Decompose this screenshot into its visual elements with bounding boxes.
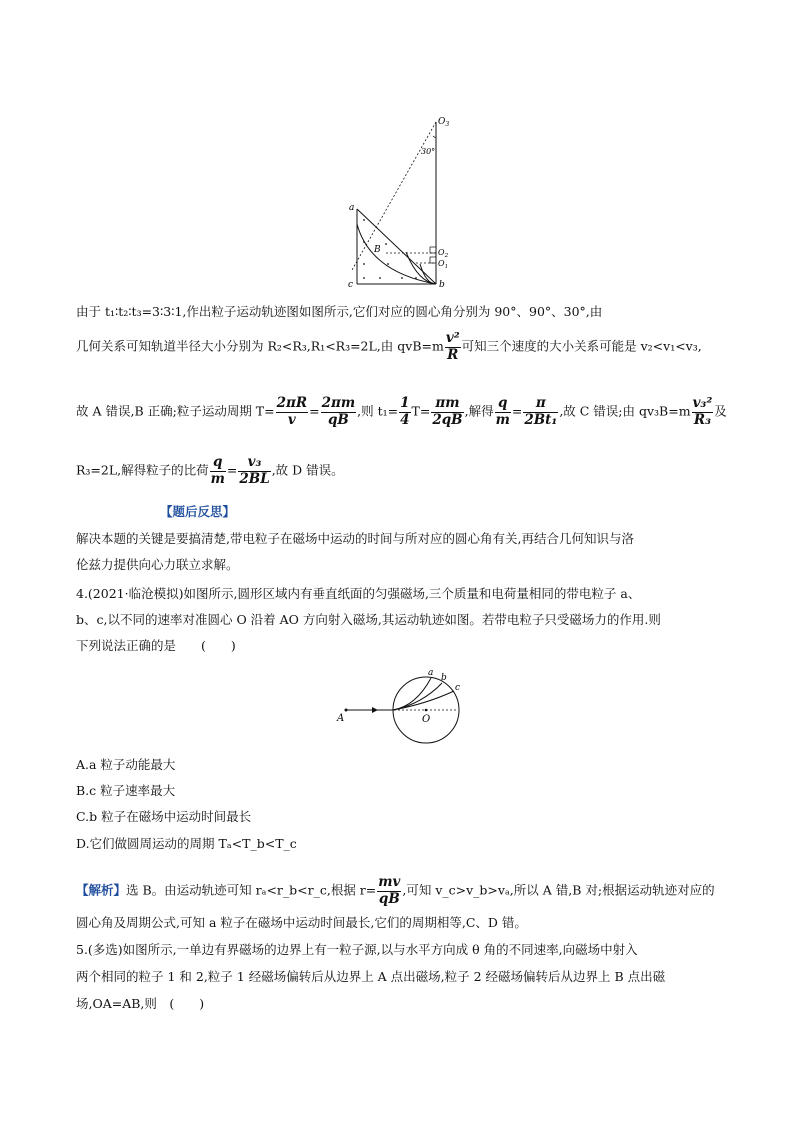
label-o3: O	[438, 117, 446, 127]
q5-line2: 两个相同的粒子 1 和 2,粒子 1 经磁场偏转后从边界上 A 点出磁场,粒子 2 经磁场偏转后从边界上 B 点出磁	[76, 969, 666, 984]
solution3-line3: 故 A 错误,B 正确;粒子运动周期 T= $\frac{2\pi R}{v}$ = $\frac{2\pi m}{qB}$ ,则 t₁= $\frac{1}{4}$ T= $\frac{\pi m}{2qB}$ ,解得 $\frac{q}{m}$ = $\frac{\pi}{\text{2Bt₁}}$ ,故 C 错误;由 qv₃B=m $\frac{\text{v₃²}}{\text{R₃}}$ 及	[76, 395, 727, 428]
fraction-v2-over-r: $\frac{\text{v²}}{R}$	[445, 330, 460, 363]
q4-line1: 4.(2021·临沧模拟)如图所示,圆形区域内有垂直纸面的匀强磁场,三个质量和电荷量相同的带电粒子 a、	[76, 586, 641, 601]
label-angle: 30°	[421, 147, 436, 156]
svg-text:O3	[438, 117, 449, 128]
q5-line3: 场,OA=AB,则 ( )	[76, 996, 205, 1011]
svg-text:O2	[438, 248, 449, 259]
q4-option-b: B.c 粒子速率最大	[76, 783, 176, 798]
q4-option-a: A.a 粒子动能最大	[76, 757, 176, 772]
fraction-mv-over-qB: $\frac{mv}{qB}$	[378, 874, 401, 907]
label-o3-sub: 3	[445, 121, 450, 128]
solution4-heading: 【解析】	[76, 882, 127, 898]
q4-line3: 下列说法正确的是 ( )	[76, 638, 236, 653]
solution3-line4: R₃=2L,解得粒子的比荷 $\frac{q}{m}$ = $\frac{\text{v₃}}{2BL}$ ,故 D 错误。	[76, 454, 344, 487]
fraction-q-over-m-2: $\frac{q}{m}$	[210, 454, 225, 487]
fraction-1-over-4: $\frac{1}{4}$	[400, 395, 410, 428]
hypotenuse	[357, 209, 436, 284]
svg-text:O1	[438, 259, 448, 270]
solution3-line1: 由于 t₁∶t₂∶t₃=3∶3∶1,作出粒子运动轨迹图如图所示,它们对应的圆心角分别为 90°、90°、30°,由	[76, 304, 603, 319]
point-a-dot	[345, 709, 348, 712]
solution4-line2: 圆心角及周期公式,可知 a 粒子在磁场中运动时间最长,它们的周期相等,C、D 错。	[76, 915, 527, 930]
label-A: A	[337, 713, 345, 724]
q4-line2: b、c,以不同的速率对准圆心 O 沿着 AO 方向射入磁场,其运动轨迹如图。若带电粒子只受磁场力的作用.则	[76, 612, 661, 627]
dashed-radius	[352, 122, 436, 270]
label-B: B	[374, 245, 381, 255]
label-c: c	[348, 280, 354, 290]
center-dot	[425, 709, 428, 712]
reflection-line2: 伦兹力提供向心力联立求解。	[76, 557, 239, 572]
q5-line1: 5.(多选)如图所示,一单边有界磁场的边界上有一粒子源,以与水平方向成 θ 角的不同速率,向磁场中射入	[76, 942, 638, 957]
fraction-pim-over-2qB: $\frac{\pi m}{2qB}$	[432, 395, 463, 428]
fraction-pi-over-2Bt1: $\frac{\pi}{\text{2Bt₁}}$	[524, 395, 558, 428]
trajectory-a	[393, 678, 431, 710]
label-o1-sub: 1	[444, 264, 449, 270]
label-O: O	[422, 714, 431, 725]
label-traj-c: c	[455, 683, 461, 693]
trajectory-figure-2	[334, 664, 474, 746]
q4-option-c: C.b 粒子在磁场中运动时间最长	[76, 809, 252, 824]
label-traj-a: a	[428, 668, 434, 678]
label-b: b	[439, 280, 445, 290]
right-angle-o2	[430, 247, 436, 253]
reflection-heading: 【题后反思】	[160, 504, 236, 519]
fraction-v3-over-2BL: $\frac{\text{v₃}}{2BL}$	[239, 454, 270, 487]
fraction-v3sq-over-r3: $\frac{\text{v₃²}}{\text{R₃}}$	[692, 395, 713, 428]
label-a: a	[349, 203, 355, 213]
label-o2: O	[438, 248, 445, 257]
solution3-line2: 几何关系可知轨道半径大小分别为 R₂<R₃,R₁<R₃=2L,由 qvB=m $\frac{\text{v²}}{R}$ 可知三个速度的大小关系可能是 v₂<v₁<v₃,	[76, 330, 702, 363]
arrow-icon	[372, 707, 378, 713]
trajectory-figure-1	[330, 112, 460, 290]
reflection-line1: 解决本题的关键是要搞清楚,带电粒子在磁场中运动的时间与所对应的圆心角有关,再结合几何知识与洛	[76, 531, 634, 546]
label-o1: O	[438, 259, 445, 268]
label-traj-b: b	[441, 673, 447, 683]
q4-option-d: D.它们做圆周运动的周期 Tₐ<T_b<T_c	[76, 836, 297, 851]
fraction-2piR-over-v: $\frac{2\pi R}{v}$	[276, 395, 308, 428]
fraction-2pim-over-qB: $\frac{2\pi m}{qB}$	[321, 395, 356, 428]
solution4-line1: 【解析】选 B。由运动轨迹可知 rₐ<r_b<r_c,根据 r= $\frac{mv}{qB}$ ,可知 v_c>v_b>vₐ,所以 A 错,B 对;根据运动轨迹对应的	[76, 874, 715, 907]
right-angle-o1	[430, 257, 436, 263]
fraction-q-over-m: $\frac{q}{m}$	[495, 395, 510, 428]
label-o2-sub: 2	[444, 253, 449, 259]
